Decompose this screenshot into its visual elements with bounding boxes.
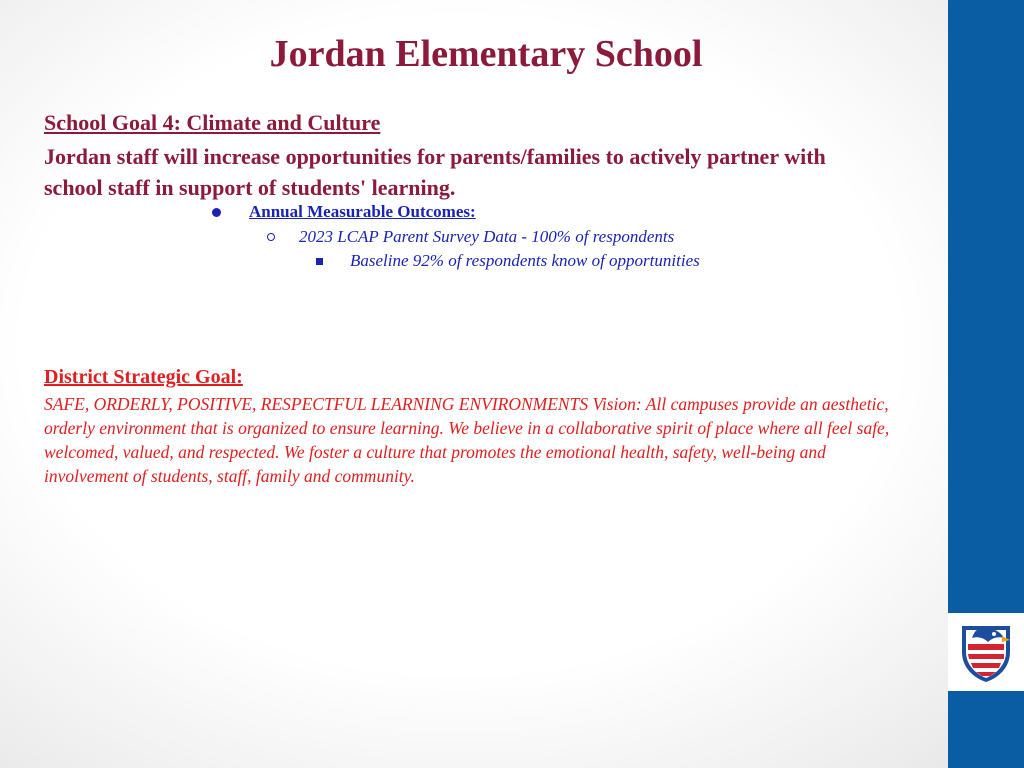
goal-heading: School Goal 4: Climate and Culture xyxy=(44,110,381,135)
outcomes-label: Annual Measurable Outcomes: xyxy=(249,202,476,221)
page-title: Jordan Elementary School xyxy=(269,33,703,75)
goal-text: Jordan staff will increase opportunities for parents/families to actively partner with school staff in support of students' learning. xyxy=(44,144,826,200)
bullet-circle-icon xyxy=(267,233,275,241)
bullet-dot-icon xyxy=(212,208,221,217)
eagle-shield-icon xyxy=(958,620,1014,684)
sidebar xyxy=(948,0,1024,768)
outcomes-bullet xyxy=(212,202,476,222)
baseline-bullet xyxy=(316,251,700,271)
district-text: SAFE, ORDERLY, POSITIVE, RESPECTFUL LEARNING ENVIRONMENTS Vision: All campuses provide an aesthetic, orderly environment that is organized to ensure learning. We believe in a collaborative spirit of place where all feel safe, welcomed, valued, and respected. We foster a culture that promotes the emotional health, safety, well-being and involvement of students, staff, family and community. xyxy=(44,394,890,486)
survey-item: 2023 LCAP Parent Survey Data - 100% of respondents xyxy=(299,227,675,246)
survey-bullet xyxy=(267,227,674,247)
baseline-item: Baseline 92% of respondents know of opportunities xyxy=(350,251,700,270)
logo xyxy=(948,613,1024,691)
bullet-square-icon xyxy=(316,258,323,265)
district-heading: District Strategic Goal: xyxy=(44,366,243,388)
